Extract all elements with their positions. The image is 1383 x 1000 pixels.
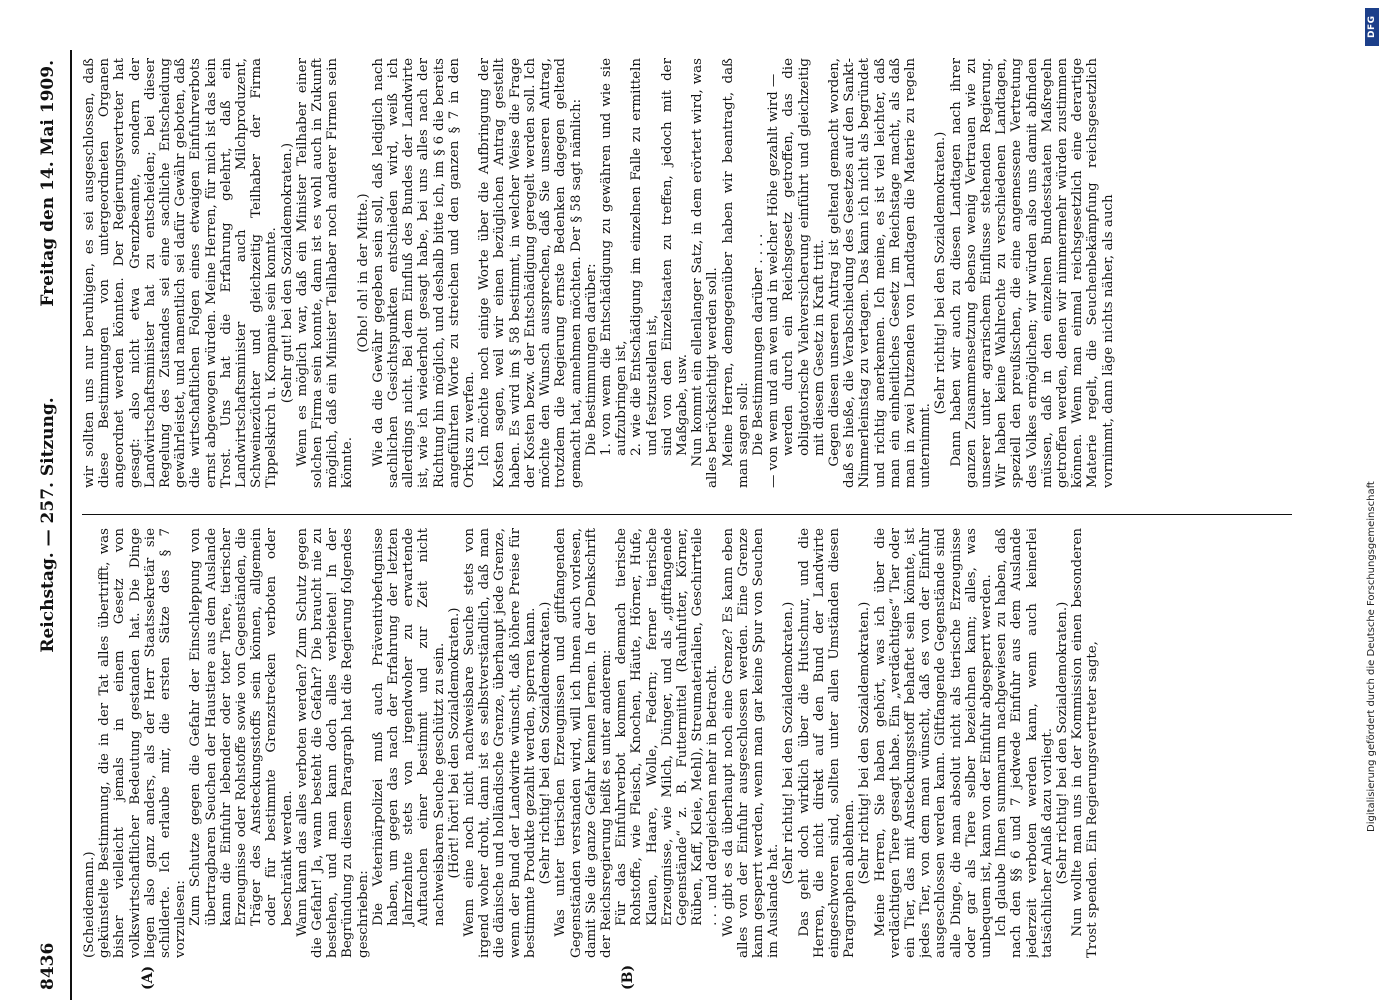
digitization-note: Digitalisierung gefördert durch die Deutsche Forschungsgemeinschaft bbox=[1366, 481, 1377, 832]
paragraph: sind von den Einzelstaaten zu treffen, jedoch mit der Maßgabe, usw. bbox=[659, 58, 690, 456]
paragraph: Nun wollte man uns in der Kommission einen besonderen Trost spenden. Ein Regierungsvertreter sagte, bbox=[1070, 528, 1101, 958]
paragraph: Meine Herren, Sie haben gehört, was ich über die verdächtigen Tiere gesagt habe. Ein „verdächtiges“ Tier oder ein Tier, das mit Ansteckungsstoff behaftet sein könnte, ist jedes Tier, von dem man wünscht, daß es von der Einfuhr ausgeschlossen werden kann. Giftfangende Gegenstände sind alle Dinge, die man absolut nicht als tierische Erzeugnisse oder gar als Tiere selber bezeichnen kann; alles, was unbequem ist, kann von der Einfuhr abgesperrt werden. bbox=[872, 528, 994, 958]
page-header bbox=[30, 50, 72, 1000]
paragraph: Wenn es möglich war, daß ein Minister Teilhaber einer solchen Firma sein konnte, dann ist es wohl auch in Zukunft möglich, daß ein Minister Teilhaber noch anderer Firmen sein könnte. bbox=[294, 58, 356, 488]
session-date: Freitag den 14. Mai 1909. bbox=[38, 60, 58, 307]
interjection: (Sehr richtig! bei den Sozialdemokraten.) bbox=[538, 601, 554, 885]
paragraph: Dann haben wir auch zu diesen Landtagen nach ihrer ganzen Zusammensetzung ebenso wenig Vertrauen wie zu unserer unter agrarischem Einflusse stehenden Regierung. Wir haben keine Wahlrechte zu verschiedenen Landtagen, speziell den preußischen, die eine angemessene Vertretung des Volkes ermöglichen; wir würden also uns damit abfinden müssen, daß in den einzelnen Bundesstaaten Maßregeln getroffen werden, denen wir nimmermehr würden zustimmen können. Wenn man einmal reichsgesetzlich eine derartige Materie regelt, die Seuchenbekämpfung reichsgesetzlich vornimmt, dann läge nichts näher, als auch bbox=[948, 58, 1116, 488]
page-number: 8436 bbox=[38, 942, 58, 990]
paragraph: gekünstelte Bestimmung, die in der Tat alles übertrifft, was bisher vielleicht jemals in einem Gesetz von volkswirtschaftlicher Bedeutung gestanden hat. Die Dinge liegen also ganz anders, als der Herr Staatssekretär sie schilderte. Ich erlaube mir, die ersten Sätze des § 7 vorzulesen: bbox=[97, 528, 189, 958]
dfg-logo: DFG bbox=[1365, 8, 1379, 46]
paragraph: werden durch ein Reichsgesetz getroffen, das die obligatorische Viehversicherung einführt und gleichzeitig mit diesem Gesetz in Kraft tritt. bbox=[781, 58, 827, 456]
paragraph: Was unter tierischen Erzeugnissen und giftfangenden Gegenständen verstanden wird, will ich Ihnen auch vorlesen, damit Sie die ganze Gefahr kennen lernen. In der Denkschrift der Reichsregierung heißt es unter anderem: bbox=[553, 528, 614, 958]
paragraph: Meine Herren, demgegenüber haben wir beantragt, daß man sagen soll: bbox=[720, 58, 751, 488]
document-page bbox=[30, 50, 1300, 1000]
paragraph: Wo gibt es da überhaupt noch eine Grenze? Es kann eben alles von der Einfuhr ausgeschlossen werden. Eine Grenze kann gesperrt werden, wenn man gar keine Spur von Seuchen im Auslande hat. bbox=[720, 528, 782, 958]
column-divider bbox=[82, 514, 1292, 515]
paragraph: Für das Einfuhrverbot kommen demnach tierische Rohstoffe, wie Fleisch, Knochen, Häute, Hörner, Hufe, Klauen, Haare, Wolle, Federn; ferner tierische Erzeugnisse, wie Milch, Dünger, und als „giftfangende Gegenstände“ z. B. Futtermittel (Rauhfutter, Körner, Rüben, Kaff, Kleie, Mehl), Streumaterialien, Geschirrteile . . . und dergleichen mehr in Betracht. bbox=[614, 528, 721, 926]
interjection: (Sehr richtig! bei den Sozialdemokraten.) bbox=[781, 601, 797, 885]
paragraph: 2. wie die Entschädigung im einzelnen Falle zu ermitteln und festzustellen ist, bbox=[629, 58, 660, 456]
left-column bbox=[82, 528, 1292, 958]
paragraph: Ich glaube Ihnen summarum nachgewiesen zu haben, daß nach den §§ 6 und 7 jedwede Einfuhr aus dem Auslande jederzeit verboten werden kann, wenn auch keinerlei tatsächlicher Anlaß dazu vorliegt. bbox=[994, 528, 1055, 958]
paragraph: Das geht doch wirklich über die Hutschnur, und die Herren, die nicht direkt auf den Bund der Landwirte eingeschworen sind, sollten unter allen Umständen diesen Paragraphen ablehnen. bbox=[796, 528, 858, 958]
paragraph: Wann kann das alles verboten werden? Zum Schutz gegen die Gefahr! Ja, wann besteht die Gefahr? Die braucht nie zu bestehen, und man kann doch alles verbieten! In der Begründung zu diesem Paragraph hat die Regierung folgendes geschrieben: bbox=[294, 528, 371, 958]
interjection: (Sehr richtig! bei den Sozialdemokraten.) bbox=[1055, 601, 1070, 885]
session-title: Reichstag. — 257. Sitzung. bbox=[38, 397, 58, 653]
paragraph: Zum Schutze gegen die Gefahr der Einschleppung von übertragbaren Seuchen der Haustiere aus dem Auslande kann die Einfuhr lebender oder toter Tiere, tierischer Erzeugnisse oder Rohstoffe sowie von Gegenständen, die Träger des Ansteckungsstoffs sein können, allgemein oder für bestimmte Grenzstrecken verboten oder beschränkt werden. bbox=[188, 528, 295, 926]
interjection: (Sehr gut! bei den Sozialdemokraten.) bbox=[279, 142, 295, 404]
paragraph: 1. von wem die Entschädigung zu gewähren und wie sie aufzubringen ist, bbox=[598, 58, 630, 456]
interjection: (Sehr richtig! bei den Sozialdemokraten.) bbox=[933, 131, 949, 415]
paragraph: Nun kommt ein ellenlanger Satz, in dem erörtert wird, was alles berücksichtigt werden soll. bbox=[690, 58, 721, 488]
interjection: (Sehr richtig! bei den Sozialdemokraten.) bbox=[857, 601, 873, 885]
paragraph: — von wem und an wen und in welcher Höhe gezahlt wird — bbox=[766, 73, 782, 488]
paragraph: (Scheidemann.) bbox=[82, 851, 97, 958]
margin-marker-b: (B) bbox=[620, 964, 636, 990]
interjection: (Hört! hört! bei den Sozialdemokraten.) bbox=[446, 607, 462, 879]
paragraph: Die Veterinärpolizei muß auch Präventivbefugnisse haben, um gegen das nach der Erfahrung der letzten Jahrzehnte stets von irgendwoher zu erwartende Auftauchen einer bestimmt und zur Zeit nicht nachweisbaren Seuche geschützt zu sein. bbox=[370, 528, 447, 926]
interjection: (Oho! oh! in der Mitte.) bbox=[355, 193, 371, 353]
paragraph: Wenn eine noch nicht nachweisbare Seuche stets von irgend woher droht, dann ist es selbstverständlich, daß man die dänische und holländische Grenze, überhaupt jede Grenze, wenn der Bund der Landwirte wünscht, daß höhere Preise für bestimmte Produkte gezahlt werden, sperren kann. bbox=[462, 528, 538, 958]
right-column bbox=[82, 58, 1292, 488]
paragraph: Wie da die Gewähr gegeben sein soll, daß lediglich nach sachlichen Gesichtspunkten entschieden wird, weiß ich allerdings nicht. Bei dem Einfluß des Bundes der Landwirte ist, wie ich wiederholt gesagt habe, bei uns alles nach der Richtung hin möglich, und deshalb bitte ich, im § 6 die bereits angeführten Worte zu streichen und den ganzen § 7 in den Orkus zu werfen. bbox=[370, 58, 478, 488]
paragraph: Ich möchte noch einige Worte über die Aufbringung der Kosten sagen, weil wir einen bezüglichen Antrag gestellt haben. Es wird im § 58 bestimmt, in welcher Weise die Frage der Kosten bezw. der Entschädigung geregelt werden soll. Ich möchte den Wunsch aussprechen, daß Sie unseren Antrag, trotzdem die Regierung ernste Bedenken dagegen geltend gemacht hat, annehmen möchten. Der § 58 sagt nämlich: bbox=[477, 58, 584, 488]
paragraph: wir sollten uns nur beruhigen, es sei ausgeschlossen, daß diese Bestimmungen von untergeordneten Organen angeordnet werden könnten. Der Regierungsvertreter hat gesagt: also nicht etwa Grenzbeamte, sondern der Landwirtschaftsminister hat zu entscheiden; bei dieser Regelung des Zustandes sei eine sachliche Entscheidung gewährleistet, und namentlich sei dafür Gewähr geboten, daß die wirtschaftlichen Folgen eines etwaigen Einfuhrverbots ernst abgewogen würden. Meine Herren, für mich ist das kein Trost. Uns hat die Erfahrung gelehrt, daß ein Landwirtschaftsminister auch Milchproduzent, Schweinezüchter und gleichzeitig Teilhaber der Firma Tippelskirch u. Kompanie sein konnte. bbox=[82, 58, 280, 488]
margin-marker-a: (A) bbox=[140, 965, 156, 990]
paragraph: Gegen diesen unseren Antrag ist geltend gemacht worden, daß es hieße, die Verabschiedung des Gesetzes auf den Sankt-Nimmerleinstag zu vertagen. Das kann ich nicht als begründet und richtig anerkennen. Ich meine, es ist viel leichter, daß man ein einheitliches Gesetz im Reichstage macht, als daß man in zwei Dutzenden von Landtagen die Materie zu regeln unternimmt. bbox=[826, 58, 934, 488]
paragraph: Die Bestimmungen darüber . . . . bbox=[750, 233, 766, 456]
paragraph: Die Bestimmungen darüber: bbox=[583, 263, 599, 456]
